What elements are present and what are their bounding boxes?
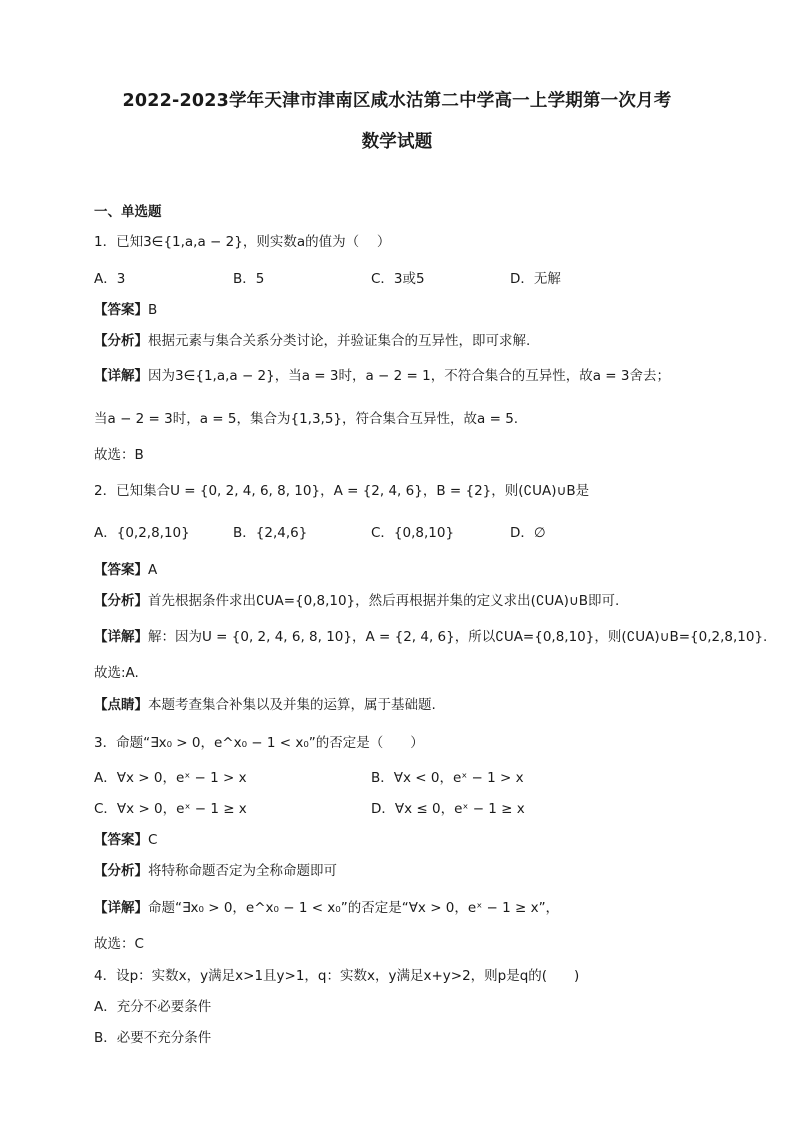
q3-detail <box>94 899 559 917</box>
q1-option-b: B．5 <box>233 271 265 287</box>
analysis-label: 【分析】 <box>94 593 148 609</box>
q2-comment <box>94 696 436 714</box>
q1-option-a: A．3 <box>94 271 126 287</box>
q1-detail <box>94 367 670 385</box>
q2-analysis-text: 首先根据条件求出∁UA={0,8,10}，然后再根据并集的定义求出(∁UA)∪B即可. <box>148 593 620 609</box>
q1-option-d: D．无解 <box>510 271 561 287</box>
q2-answer-value: A <box>148 562 158 578</box>
q1-analysis-text: 根据元素与集合关系分类讨论，并验证集合的互异性，即可求解. <box>148 333 531 349</box>
analysis-label: 【分析】 <box>94 863 148 879</box>
q3-answer <box>94 831 157 849</box>
q3-answer-value: C <box>148 832 158 848</box>
q3-option-c: C．∀x > 0，eˣ − 1 ≥ x <box>94 801 247 817</box>
answer-label: 【答案】 <box>94 562 148 578</box>
analysis-label: 【分析】 <box>94 333 148 349</box>
comment-label: 【点睛】 <box>94 697 148 713</box>
q3-option-b: B．∀x < 0，eˣ − 1 > x <box>371 770 524 786</box>
q3-detail-text: 命题“∃x₀ > 0，e^x₀ − 1 < x₀”的否定是“∀x > 0，eˣ − 1 ≥ x”， <box>148 900 560 916</box>
question-1-stem: 1．已知3∈{1,a,a − 2}，则实数a的值为（ ） <box>94 234 391 250</box>
q1-analysis <box>94 332 530 350</box>
q1-choose: 故选：B <box>94 447 144 463</box>
q2-choose: 故选:A. <box>94 665 139 681</box>
q2-detail <box>94 628 767 646</box>
q3-choose: 故选：C <box>94 936 144 952</box>
q2-analysis <box>94 592 619 610</box>
detail-label: 【详解】 <box>94 900 148 916</box>
q2-option-a: A．{0,2,8,10} <box>94 525 190 541</box>
q2-option-b: B．{2,4,6} <box>233 525 308 541</box>
q3-analysis-text: 将特称命题否定为全称命题即可 <box>148 863 337 879</box>
q4-option-a: A．充分不必要条件 <box>94 999 212 1015</box>
q1-detail-cont: 当a − 2 = 3时，a = 5，集合为{1,3,5}，符合集合互异性，故a = 5. <box>94 411 519 427</box>
document-title: 2022-2023学年天津市津南区咸水沽第二中学高一上学期第一次月考 <box>122 91 672 111</box>
q3-option-a: A．∀x > 0，eˣ − 1 > x <box>94 770 247 786</box>
detail-label: 【详解】 <box>94 368 148 384</box>
q2-comment-text: 本题考查集合补集以及并集的运算，属于基础题. <box>148 697 436 713</box>
q1-option-c: C．3或5 <box>371 271 425 287</box>
answer-label: 【答案】 <box>94 832 148 848</box>
q1-detail-text-1: 因为3∈{1,a,a − 2}，当a = 3时，a − 2 = 1，不符合集合的互异性，故a = 3舍去； <box>148 368 670 384</box>
q3-analysis <box>94 862 337 880</box>
q2-option-d: D．∅ <box>510 525 546 541</box>
q2-detail-text: 解：因为U = {0, 2, 4, 6, 8, 10}，A = {2, 4, 6}，所以∁UA={0,8,10}，则(∁UA)∪B={0,2,8,10}. <box>148 629 768 645</box>
q2-option-c: C．{0,8,10} <box>371 525 455 541</box>
detail-label: 【详解】 <box>94 629 148 645</box>
question-2-stem: 2．已知集合U = {0, 2, 4, 6, 8, 10}，A = {2, 4, 6}，B = {2}，则(∁UA)∪B是 <box>94 483 590 499</box>
question-3-stem: 3．命题“∃x₀ > 0，e^x₀ − 1 < x₀”的否定是（ ） <box>94 735 424 751</box>
q3-option-d: D．∀x ≤ 0，eˣ − 1 ≥ x <box>371 801 525 817</box>
section-heading: 一、单选题 <box>94 204 162 220</box>
answer-label: 【答案】 <box>94 302 148 318</box>
document-subtitle: 数学试题 <box>361 132 433 152</box>
q1-answer <box>94 301 157 319</box>
q4-option-b: B．必要不充分条件 <box>94 1030 212 1046</box>
question-4-stem: 4．设p：实数x，y满足x>1且y>1，q：实数x，y满足x+y>2，则p是q的( ) <box>94 968 580 984</box>
q1-answer-value: B <box>148 302 158 318</box>
q2-answer <box>94 561 157 579</box>
